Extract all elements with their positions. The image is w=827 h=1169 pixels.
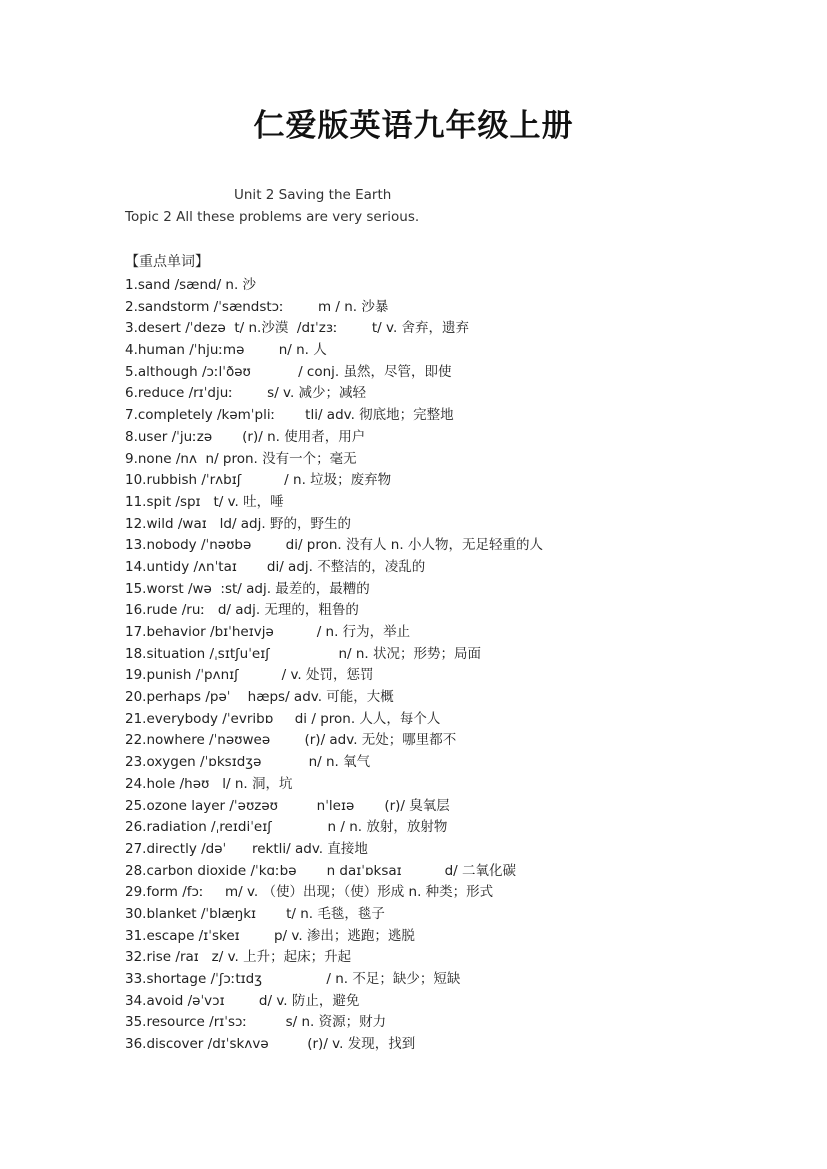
vocabulary-item: 26.radiation /ˌreɪdiˈeɪʃ n / n. 放射，放射物	[125, 819, 448, 836]
vocabulary-item: 25.ozone layer /ˈəʊzəʊ nˈleɪə (r)/ 臭氧层	[125, 797, 450, 814]
vocabulary-item: 18.situation /ˌsɪtʃuˈeɪʃ n/ n. 状况；形势；局面	[125, 645, 481, 662]
vocabulary-item: 17.behavior /bɪˈheɪvjə / n. 行为，举止	[125, 624, 411, 640]
unit-heading: Unit 2 Saving the Earth	[234, 187, 392, 203]
vocabulary-item: 23.oxygen /ˈɒksɪdʒə n/ n. 氧气	[125, 754, 371, 771]
vocabulary-item: 14.untidy /ʌnˈtaɪ di/ adj. 不整洁的，凌乱的	[125, 558, 426, 575]
vocabulary-item: 22.nowhere /ˈnəʊweə (r)/ adv. 无处；哪里都不	[125, 732, 457, 749]
vocabulary-item: 36.discover /dɪˈskʌvə (r)/ v. 发现，找到	[125, 1036, 416, 1053]
vocabulary-item: 33.shortage /ˈʃɔːtɪdʒ / n. 不足；缺少；短缺	[125, 971, 461, 987]
vocabulary-item: 13.nobody /ˈnəʊbə di/ pron. 没有人 n. 小人物，无足轻重的人	[125, 537, 543, 554]
vocabulary-item: 1.sand /sænd/ n. 沙	[125, 277, 257, 293]
vocabulary-item: 20.perhaps /pəˈ hæps/ adv. 可能，大概	[125, 689, 394, 706]
vocabulary-item: 29.form /fɔː m/ v. （使）出现；（使）形成 n. 种类；形式	[125, 884, 494, 901]
vocabulary-item: 15.worst /wə :st/ adj. 最差的，最糟的	[125, 580, 370, 597]
vocabulary-item: 7.completely /kəmˈpliː tli/ adv. 彻底地；完整地	[125, 407, 454, 424]
topic-heading: Topic 2 All these problems are very serious.	[125, 209, 420, 225]
vocabulary-item: 28.carbon dioxide /ˈkɑːbə n daɪˈɒksaɪ d/ 二氧化碳	[125, 862, 517, 879]
vocabulary-item: 34.avoid /əˈvɔɪ d/ v. 防止，避免	[125, 992, 360, 1009]
vocabulary-item: 21.everybody /ˈevribɒ di / pron. 人人，每个人	[125, 710, 441, 727]
vocabulary-item: 6.reduce /rɪˈdjuː s/ v. 减少；减轻	[125, 385, 367, 402]
vocabulary-item: 24.hole /həʊ l/ n. 洞，坑	[125, 775, 293, 792]
vocabulary-item: 5.although /ɔːlˈðəʊ / conj. 虽然，尽管，即使	[125, 363, 452, 380]
vocabulary-item: 31.escape /ɪˈskeɪ p/ v. 渗出；逃跑；逃脱	[125, 927, 415, 944]
vocabulary-item: 2.sandstorm /ˈsændstɔː m / n. 沙暴	[125, 298, 389, 315]
vocabulary-item: 4.human /ˈhjuːmə n/ n. 人	[125, 342, 327, 359]
section-heading: 【重点单词】	[125, 254, 209, 270]
document-title: 仁爱版英语九年级上册	[253, 108, 574, 144]
vocabulary-item: 32.rise /raɪ z/ v. 上升；起床；升起	[125, 949, 352, 966]
vocabulary-item: 11.spit /spɪ t/ v. 吐，唾	[125, 493, 284, 510]
vocabulary-item: 19.punish /ˈpʌnɪʃ / v. 处罚，惩罚	[125, 667, 374, 684]
vocabulary-item: 3.desert /ˈdezə t/ n.沙漠 /dɪˈzɜː t/ v. 舍弃，遗弃	[125, 320, 470, 337]
vocabulary-item: 16.rude /ruː d/ adj. 无理的，粗鲁的	[125, 602, 359, 619]
vocabulary-list	[125, 275, 543, 1056]
vocabulary-item: 9.none /nʌ n/ pron. 没有一个；毫无	[125, 450, 357, 467]
vocabulary-item: 12.wild /waɪ ld/ adj. 野的，野生的	[125, 515, 351, 532]
vocabulary-item: 30.blanket /ˈblæŋkɪ t/ n. 毛毯，毯子	[125, 905, 385, 922]
vocabulary-item: 27.directly /dəˈ rektli/ adv. 直接地	[125, 840, 368, 857]
vocabulary-item: 8.user /ˈjuːzə (r)/ n. 使用者，用户	[125, 428, 366, 445]
vocabulary-item: 35.resource /rɪˈsɔː s/ n. 资源；财力	[125, 1014, 387, 1031]
vocabulary-item: 10.rubbish /ˈrʌbɪʃ / n. 垃圾；废弃物	[125, 472, 392, 489]
